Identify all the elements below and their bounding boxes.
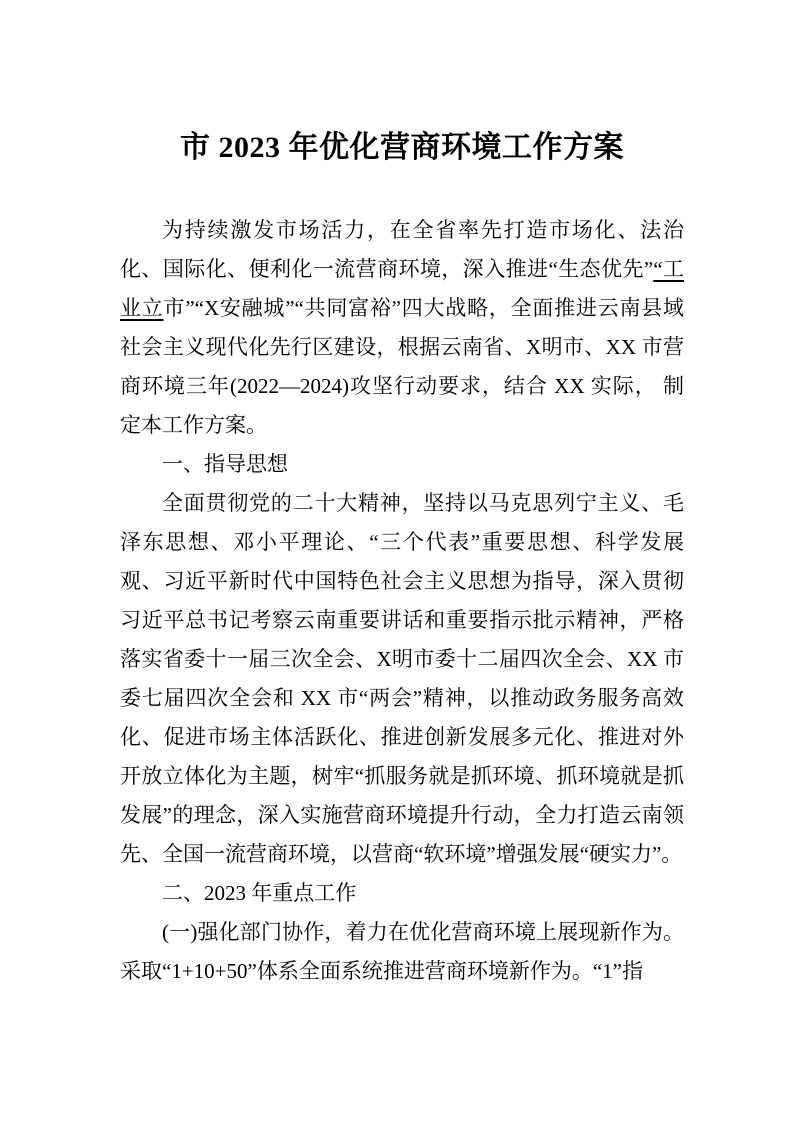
text-run: 全面贯彻党的二十大精神，坚持以马克思列宁主义、毛泽东思想、邓小平理论、“三个代表”重要思想、科学发展观、习近平新时代中国特色社会主义思想为指导，深入贯彻习近平总书记考察云南重要讲话和重要指示批示精神，严格落实省委十一届三次全会、X明市委十二届四次全会、XX 市委七届四次全会和 XX 市“两会”精神，以推动政务服务高效化、促进市场主体活跃化、推进创新发展多元化、推进对外开放立体化为主题，树牢“抓服务就是抓环境、抓环境就是抓发展”的理念，深入实施营商环境提升行动，全力打造云南领先、全国一流营商环境，以营商“软环境”增强发展“硬实力”。	[120, 491, 684, 866]
document-title: 市 2023 年优化营商环境工作方案	[180, 131, 624, 164]
paragraph	[120, 484, 684, 874]
text-run: 为持续激发市场活力，在全省率先打造市场化、法治化、国际化、便利化一流营商环境，深入推进“生态优先”	[120, 218, 684, 281]
document-content	[120, 0, 684, 991]
underlined-text: “工业立	[120, 257, 684, 320]
text-run: 市”“X安融城”“共同富裕”四大战略，全面推进云南县域社会主义现代化先行区建设，根据云南省、X明市、XX 市营商环境三年(2022—2024)攻坚行动要求，结合 XX 实际， 制定本工作方案。	[120, 296, 684, 437]
paragraph	[120, 211, 684, 445]
document-paragraphs	[120, 211, 684, 991]
text-run: 二、2023 年重点工作	[162, 881, 357, 905]
text-run: 一、指导思想	[162, 452, 288, 476]
section-heading	[120, 874, 684, 913]
section-heading	[120, 445, 684, 484]
paragraph	[120, 913, 684, 991]
text-run: (一)强化部门协作，着力在优化营商环境上展现新作为。采取“1+10+50”体系全面系统推进营商环境新作为。“1”指	[120, 920, 684, 983]
